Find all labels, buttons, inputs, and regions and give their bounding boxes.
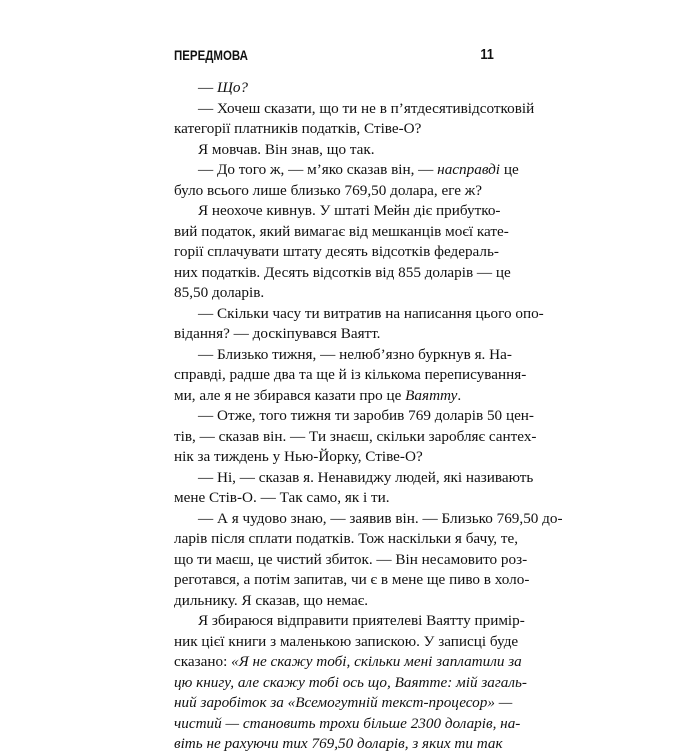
italic-text-run: Що?	[216, 79, 249, 96]
text-run: мене Стів-О. — Так само, як і ти.	[174, 489, 390, 506]
text-run: це	[500, 161, 519, 178]
page-number: 11	[480, 46, 494, 63]
text-run: тів, — сказав він. — Ти знаєш, скільки заробляє сантех-	[174, 427, 537, 445]
text-run: сказано:	[174, 653, 232, 670]
text-line	[174, 345, 512, 366]
text-run: Я мовчав. Він знав, що так.	[198, 140, 375, 158]
text-run: горії сплачувати штату десять відсотків федераль-	[174, 243, 499, 260]
page-header	[174, 43, 494, 67]
running-head: ПЕРЕДМОВА	[174, 47, 248, 63]
text-run: — А я чудово знаю, — заявив він. — Близько 769,50 до-	[198, 509, 563, 527]
body-text	[174, 78, 563, 755]
text-run: справді, радше два та ще й із кількома переписування-	[174, 366, 527, 383]
text-line	[174, 242, 499, 263]
text-line	[174, 693, 513, 714]
text-line	[174, 222, 509, 243]
text-run: ник цієї книги з маленькою запискою. У записці буде	[174, 632, 519, 650]
text-line	[174, 509, 563, 530]
italic-text-run: насправді	[437, 161, 501, 178]
italic-text-run: цю книгу, але скажу тобі ось що, Ваятте: мій загаль-	[174, 673, 527, 691]
text-line	[174, 673, 527, 694]
text-line	[174, 632, 519, 653]
text-line	[174, 734, 503, 755]
text-line	[174, 427, 537, 448]
text-line	[174, 386, 499, 407]
text-run: було всього лише близько 769,50 долара, еге ж?	[174, 181, 483, 199]
text-run: Я збираюся відправити приятелеві Ваятту примір-	[198, 612, 525, 629]
text-run: нік за тиждень у Нью-Йорку, Стіве-О?	[174, 448, 423, 465]
text-run: реготався, а потім запитав, чи є в мене ще пиво в холо-	[174, 571, 530, 588]
text-line	[174, 263, 511, 284]
text-line	[174, 140, 499, 161]
text-run: 85,50 доларів.	[174, 284, 265, 301]
italic-text-run: Ваятту	[405, 386, 458, 404]
text-line	[174, 283, 499, 304]
text-run: — Хочеш сказати, що ти не в п’ятдесятивідсотковій	[198, 99, 535, 117]
text-line	[174, 304, 544, 325]
text-line	[174, 365, 527, 386]
text-run: ларів після сплати податків. Тож наскільки я бачу, те,	[174, 530, 519, 547]
italic-text-run: чистий — становить трохи більше 2300 доларів, на-	[174, 714, 521, 732]
text-run: — Отже, того тижня ти заробив 769 доларів 50 цен-	[198, 407, 534, 424]
text-line	[174, 468, 534, 489]
text-line	[174, 119, 499, 140]
text-line	[174, 324, 499, 345]
text-line	[174, 529, 519, 550]
text-line	[174, 550, 528, 571]
text-line	[174, 488, 499, 509]
text-line	[174, 99, 535, 120]
italic-text-run: «Я не скажу тобі, скільки мені заплатили за	[231, 653, 522, 670]
text-line	[174, 570, 530, 591]
text-run: ми, але я не збирався казати про це	[174, 386, 406, 404]
text-run: категорії платників податків, Стіве-О?	[174, 120, 422, 137]
text-run: — Ні, — сказав я. Ненавиджу людей, які називають	[198, 468, 534, 486]
text-line	[174, 611, 525, 632]
text-run: них податків. Десять відсотків від 855 доларів — це	[174, 263, 511, 281]
text-line	[174, 78, 499, 99]
text-run: — До того ж, — м’яко сказав він, —	[198, 161, 438, 178]
text-line	[174, 201, 499, 222]
text-line	[174, 160, 519, 181]
text-run: що ти маєш, це чистий збиток. — Він несамовито роз-	[174, 550, 528, 568]
text-line	[174, 181, 499, 202]
text-line	[174, 652, 522, 673]
text-run: відання? — доскіпувався Ваятт.	[174, 325, 381, 342]
text-line	[174, 591, 499, 612]
text-line	[174, 406, 534, 427]
text-run: Я неохоче кивнув. У штаті Мейн діє прибутко-	[198, 202, 501, 219]
italic-text-run: ний заробіток за «Всемогутній текст-процесор» —	[174, 694, 513, 711]
text-run: .	[457, 386, 462, 404]
text-run: —	[198, 79, 217, 96]
text-run: — Близько тижня, — нелюб’язно буркнув я. На-	[198, 345, 512, 363]
text-run: — Скільки часу ти витратив на написання цього опо-	[198, 304, 544, 322]
text-run: дильнику. Я сказав, що немає.	[174, 591, 369, 609]
text-line	[174, 447, 499, 468]
italic-text-run: віть не рахуючи тих 769,50 доларів, з яких ти так	[174, 735, 503, 752]
text-line	[174, 714, 521, 735]
text-run: вий податок, який вимагає від мешканців моєї кате-	[174, 222, 509, 240]
